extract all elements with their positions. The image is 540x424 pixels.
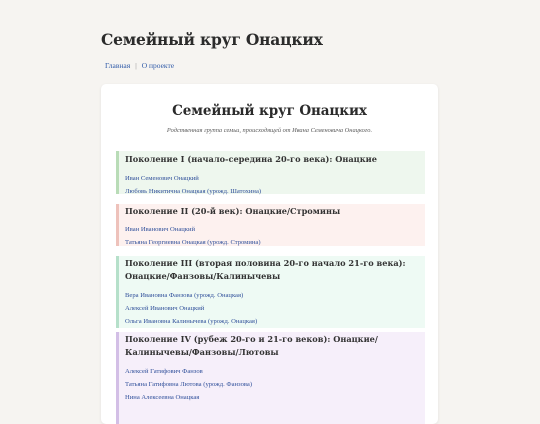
nav-link-about[interactable]: О проекте bbox=[141, 61, 175, 70]
member-link[interactable]: Алексей Гатифович Фанзов bbox=[125, 368, 203, 375]
top-nav bbox=[105, 61, 174, 70]
member-link[interactable]: Татьяна Гатифовна Лютова (урожд. Фанзова) bbox=[125, 381, 253, 388]
generation-heading: Поколение II (20-й век): Онацкие/Стромины bbox=[125, 206, 341, 216]
member-link[interactable]: Любовь Никитична Онацкая (урожд. Шатохина) bbox=[125, 188, 262, 195]
member-link[interactable]: Иван Семенович Онацкий bbox=[125, 175, 199, 182]
generation-4 bbox=[116, 332, 425, 424]
member-link[interactable]: Иван Иванович Онацкий bbox=[125, 226, 196, 233]
member-link[interactable]: Татьяна Георгиевна Онацкая (урожд. Стромина) bbox=[125, 239, 261, 246]
member-link[interactable]: Вера Ивановна Фанзова (урожд. Онацкая) bbox=[125, 292, 244, 299]
generation-heading: Поколение IV (рубеж 20-го и 21-го веков): Онацкие/Калинычевы/Фанзовы/Лютовы bbox=[125, 334, 378, 357]
member-link[interactable]: Алексей Иванович Онацкий bbox=[125, 305, 205, 312]
family-card bbox=[101, 84, 438, 424]
member-link[interactable]: Ольга Ивановна Калинычева (урожд. Онацкая) bbox=[125, 318, 258, 325]
nav-link-home[interactable]: Главная bbox=[105, 61, 131, 70]
generation-3 bbox=[116, 256, 425, 328]
nav-separator: | bbox=[135, 61, 137, 70]
generation-1 bbox=[116, 151, 425, 194]
generation-2 bbox=[116, 204, 425, 246]
card-title: Семейный круг Онацких bbox=[172, 103, 367, 119]
member-link[interactable]: Нина Алексеевна Онацкая bbox=[125, 394, 200, 401]
site-title: Семейный круг Онацких bbox=[101, 30, 323, 49]
generation-heading: Поколение I (начало-середина 20-го века): Онацкие bbox=[125, 154, 377, 164]
card-subtitle: Родственная группа семьи, происходящей от Ивана Семеновича Онацкого. bbox=[166, 127, 373, 134]
generation-heading: Поколение III (вторая половина 20-го начало 21-го века): Онацкие/Фанзовы/Калинычевы bbox=[125, 258, 406, 281]
